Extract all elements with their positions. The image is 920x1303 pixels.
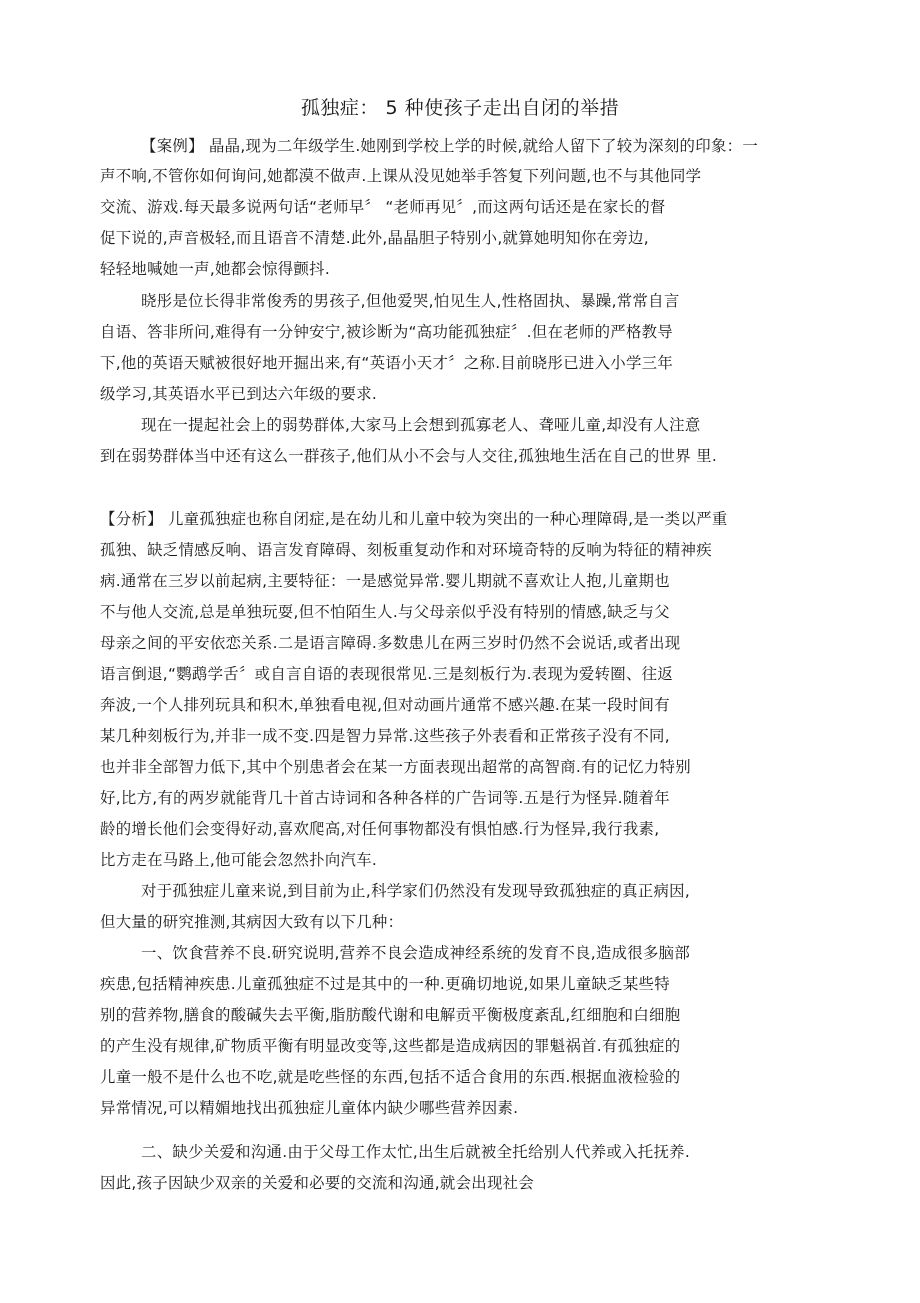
paragraph-line: 的产生没有规律,矿物质平衡有明显改变等,这些都是造成病因的罪魁祸首.有孤独症的 <box>100 1037 681 1055</box>
paragraph-line: 也并非全部智力低下,其中个别患者会在某一方面表现出超常的高智商.有的记忆力特别 <box>100 758 691 776</box>
paragraph-line: 奔波,一个人排列玩具和积木,单独看电视,但对动画片通常不感兴趣.在某一段时间有 <box>100 696 670 714</box>
paragraph-line: 声不响,不管你如何询问,她都漠不做声.上课从没见她举手答复下列问题,也不与其他同学 <box>100 167 702 185</box>
document-title: 孤独症： 5 种使孩子走出自闭的举措 <box>300 97 620 119</box>
paragraph-line: 二、缺少关爱和沟通.由于父母工作太忙,出生后就被全托给别人代养或入托抚养. <box>141 1143 691 1161</box>
paragraph-line: 不与他人交流,总是单独玩耍,但不怕陌生人.与父母亲似乎没有特别的情感,缺乏与父 <box>100 603 670 621</box>
paragraph-line: 一、饮食营养不良.研究说明,营养不良会造成神经系统的发育不良,造成很多脑部 <box>141 944 691 962</box>
paragraph-line: 交流、游戏.每天最多说两句话“老师早〞 “老师再见〞,而这两句话还是在家长的督 <box>100 198 666 216</box>
paragraph-line: 别的营养物,膳食的酸碱失去平衡,脂肪酸代谢和电解贡平衡极度紊乱,红细胞和白细胞 <box>100 1006 681 1024</box>
paragraph-line: 疾患,包括精神疾患.儿童孤独症不过是其中的一种.更确切地说,如果儿童缺乏某些特 <box>100 975 670 993</box>
paragraph-line: 【分析】 儿童孤独症也称自闭症,是在幼儿和儿童中较为突出的一种心理障碍,是一类以严重 <box>100 510 728 528</box>
paragraph-line: 异常情况,可以精媚地找出孤独症儿童体内缺少哪些营养因素. <box>100 1099 519 1117</box>
paragraph-line: 比方走在马路上,他可能会忽然扑向汽车. <box>100 851 378 869</box>
paragraph-line: 病.通常在三岁以前起病,主要特征：一是感觉异常.婴儿期就不喜欢让人抱,儿童期也 <box>100 572 670 590</box>
paragraph-line: 孤独、缺乏情感反响、语言发育障碍、刻板重复动作和对环境奇特的反响为特征的精神疾 <box>100 541 712 559</box>
paragraph-line: 促下说的,声音极轻,而且语音不清楚.此外,晶晶胆子特别小,就算她明知你在旁边, <box>100 229 649 247</box>
paragraph-line: 对于孤独症儿童来说,到目前为止,科学家们仍然没有发现导致孤独症的真正病因, <box>141 882 691 900</box>
paragraph-line: 到在弱势群体当中还有这么一群孩子,他们从小不会与人交往,孤独地生活在自己的世界 里. <box>100 447 718 465</box>
paragraph-line: 自语、答非所问,难得有一分钟安宁,被诊断为“高功能孤独症〞.但在老师的严格教导 <box>100 323 674 341</box>
paragraph-line: 晓彤是位长得非常俊秀的男孩子,但他爱哭,怕见生人,性格固执、暴躁,常常自言 <box>141 292 680 310</box>
paragraph-line: 级学习,其英语水平已到达六年级的要求. <box>100 385 378 403</box>
paragraph-line: 因此,孩子因缺少双亲的关爱和必要的交流和沟通,就会出现社会 <box>100 1174 535 1192</box>
paragraph-line: 好,比方,有的两岁就能背几十首古诗词和各种各样的广告词等.五是行为怪异.随着年 <box>100 789 670 807</box>
paragraph-line: 龄的增长他们会变得好动,喜欢爬高,对任何事物都没有惧怕感.行为怪异,我行我素, <box>100 820 660 838</box>
paragraph-line: 轻轻地喊她一声,她都会惊得颤抖. <box>100 260 331 278</box>
paragraph-line: 下,他的英语天赋被很好地开掘出来,有“英语小天才〞之称.目前晓彤已进入小学三年 <box>100 354 674 372</box>
paragraph-line: 某几种刻板行为,并非一成不变.四是智力异常.这些孩子外表看和正常孩子没有不同, <box>100 727 670 745</box>
paragraph-line: 语言倒退,“鹦鹉学舌〞或自言自语的表现很常见.三是刻板行为.表现为爱转圈、往返 <box>100 665 674 683</box>
paragraph-line: 母亲之间的平安依恋关系.二是语言障碍.多数患儿在两三岁时仍然不会说话,或者出现 <box>100 634 681 652</box>
paragraph-line: 现在一提起社会上的弱势群体,大家马上会想到孤寡老人、聋哑儿童,却没有人注意 <box>141 416 701 434</box>
paragraph-line: 但大量的研究推测,其病因大致有以下几种： <box>100 913 404 931</box>
paragraph-line: 【案例】 晶晶,现为二年级学生.她刚到学校上学的时候,就给人留下了较为深刻的印象：一 <box>141 137 759 155</box>
paragraph-line: 儿童一般不是什么也不吃,就是吃些怪的东西,包括不适合食用的东西.根据血液检验的 <box>100 1068 681 1086</box>
